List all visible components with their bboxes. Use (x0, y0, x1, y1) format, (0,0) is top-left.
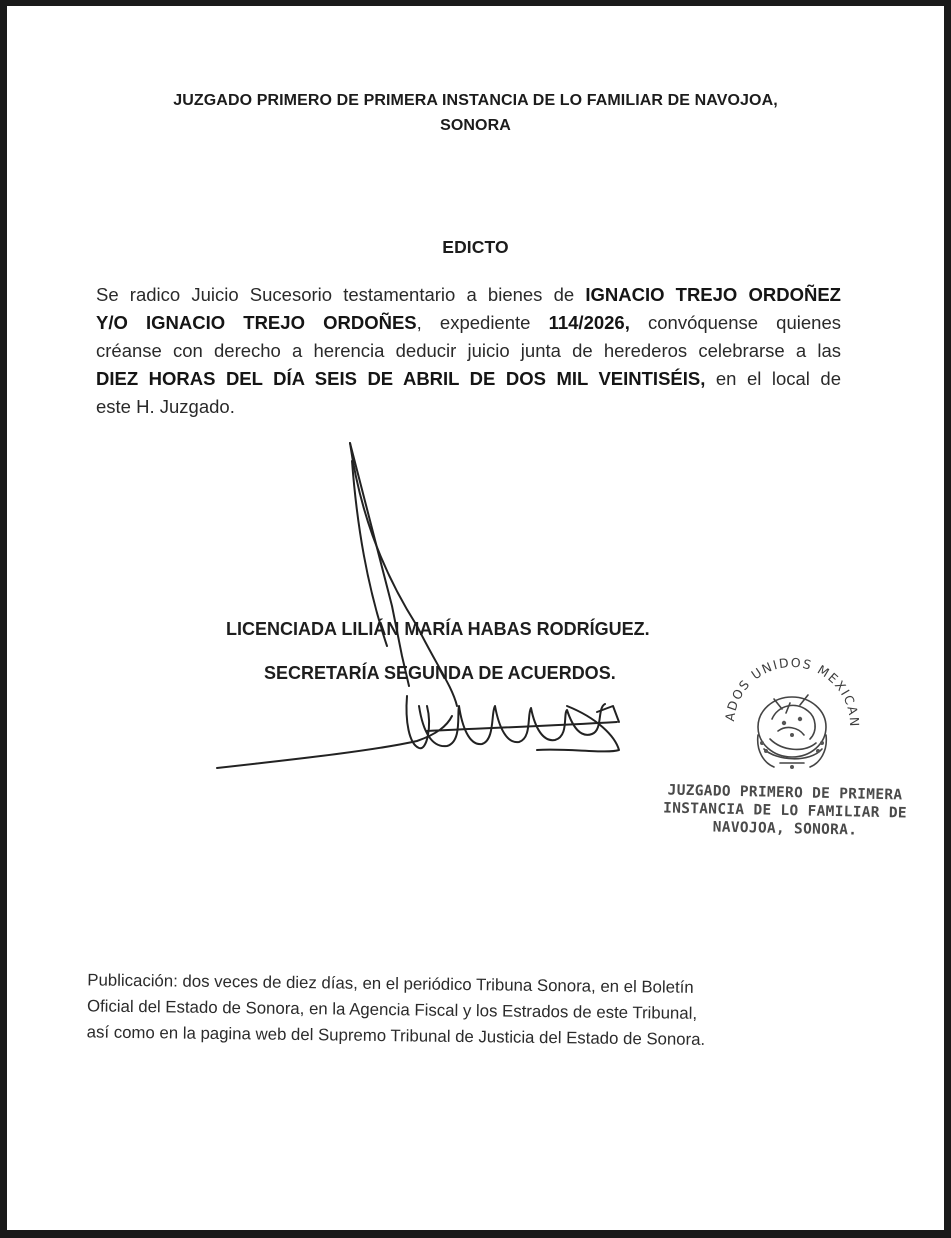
publication-line-1: Publicación: dos veces de diez días, en el periódico Tribuna Sonora, en el Boletín (87, 970, 694, 997)
deceased-alias: Y/O IGNACIO TREJO ORDOÑES (96, 312, 417, 333)
body-text-segment: Se radico Juicio Sucesorio testamentario a bienes de (96, 284, 586, 305)
deceased-name: IGNACIO TREJO ORDOÑEZ (585, 284, 841, 305)
publication-notice (87, 967, 838, 1054)
seal-text-line-3: NAVOJOA, SONORA. (712, 819, 858, 839)
svg-text:ESTADOS UNIDOS MEXICANOS (706, 627, 862, 728)
seal-ring-text: ESTADOS UNIDOS MEXICANOS (706, 627, 863, 729)
body-text-segment: convóquense quienes (629, 312, 841, 333)
body-text-segment: , expediente (416, 312, 549, 333)
hearing-date: DIEZ HORAS DEL DÍA SEIS DE ABRIL DE DOS MIL VEINTISÉIS, (96, 368, 706, 389)
seal-text-line-2: INSTANCIA DE LO FAMILIAR DE (662, 800, 908, 822)
body-line-3: créanse con derecho a herencia deducir juicio junta de herederos celebrarse a las (96, 340, 841, 361)
seal-text-line-1: JUZGADO PRIMERO DE PRIMERA (667, 782, 903, 804)
document-page (7, 6, 944, 1230)
court-seal-emblem (706, 627, 872, 799)
publication-line-3: así como en la pagina web del Supremo Tribunal de Justicia del Estado de Sonora. (86, 1022, 706, 1049)
case-number: 114/2026, (548, 312, 630, 333)
document-title: EDICTO (442, 237, 509, 257)
body-line-5: este H. Juzgado. (96, 396, 235, 417)
body-text-segment: en el local de (705, 368, 841, 389)
court-header-line-2: SONORA (440, 117, 511, 134)
signatory-position: SECRETARÍA SEGUNDA DE ACUERDOS. (264, 663, 616, 683)
court-header-line-1: JUZGADO PRIMERO DE PRIMERA INSTANCIA DE LO FAMILIAR DE NAVOJOA, (173, 92, 778, 109)
signatory-name: LICENCIADA LILIÁN MARÍA HABAS RODRÍGUEZ. (226, 619, 650, 639)
publication-line-2: Oficial del Estado de Sonora, en la Agencia Fiscal y los Estrados de este Tribunal, (86, 996, 698, 1023)
